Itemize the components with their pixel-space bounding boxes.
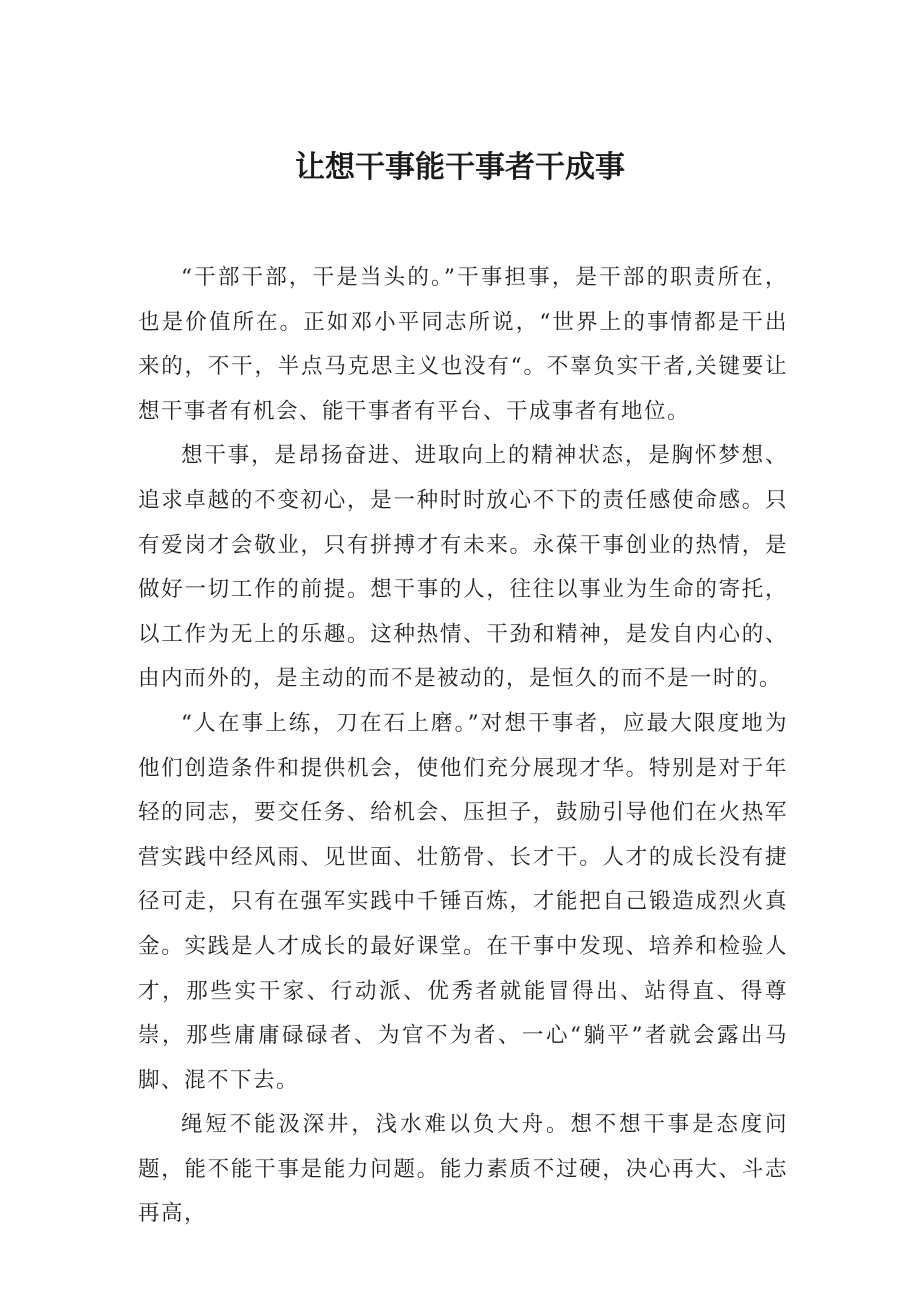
paragraph-1: “干部干部，干是当头的。”干事担事，是干部的职责所在，也是价值所在。正如邓小平同志所说，“世界上的事情都是干出来的，不干，半点马克思主义也没有“。不辜负实干者,关键要让想干事者有机会、能干事者有平台、干成事者有地位。	[138, 265, 788, 424]
document-title: 让想干事能干事者干成事	[295, 150, 625, 185]
paragraph-4: 绳短不能汲深井，浅水难以负大舟。想不想干事是态度问题，能不能干事是能力问题。能力素质不过硬，决心再大、斗志再高，	[138, 1112, 788, 1227]
paragraph-3: “人在事上练，刀在石上磨。”对想干事者，应最大限度地为他们创造条件和提供机会，使他们充分展现才华。特别是对于年轻的同志，要交任务、给机会、压担子，鼓励引导他们在火热军营实践中经风雨、见世面、壮筋骨、长才干。人才的成长没有捷径可走，只有在强军实践中千锤百炼，才能把自己锻造成烈火真金。实践是人才成长的最好课堂。在干事中发现、培养和检验人才，那些实干家、行动派、优秀者就能冒得出、站得直、得尊崇，那些庸庸碌碌者、为官不为者、一心“躺平”者就会露出马脚、混不下去。	[138, 710, 788, 1093]
document-body	[138, 256, 788, 1237]
paragraph-2: 想干事，是昂扬奋进、进取向上的精神状态，是胸怀梦想、追求卓越的不变初心，是一种时时放心不下的责任感使命感。只有爱岗才会敬业，只有拼搏才有未来。永葆干事创业的热情，是做好一切工作的前提。想干事的人，往往以事业为生命的寄托，以工作为无上的乐趣。这种热情、干劲和精神，是发自内心的、由内而外的，是主动的而不是被动的，是恒久的而不是一时的。	[138, 443, 788, 692]
